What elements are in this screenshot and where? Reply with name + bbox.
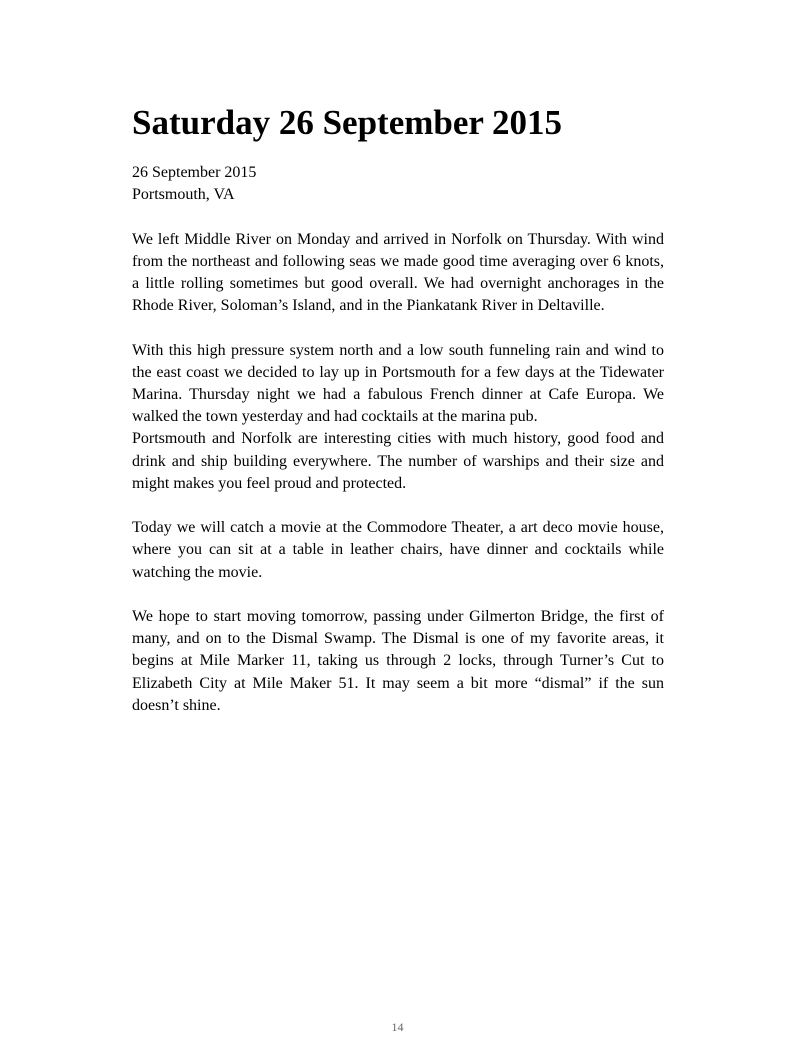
entry-date: 26 September 2015	[132, 164, 257, 181]
entry-meta	[132, 162, 664, 206]
paragraph-4: Today we will catch a movie at the Commodore Theater, a art deco movie house, where you can sit at a table in leather chairs, have dinner and cocktails while watching the movie.	[132, 519, 664, 581]
document-page	[132, 100, 664, 717]
paragraph-1: We left Middle River on Monday and arrived in Norfolk on Thursday. With wind from the northeast and following seas we made good time averaging over 6 knots, a little rolling sometimes but good overall. We had overnight anchorages in the Rhode River, Soloman’s Island, and in the Piankatank River in Deltaville.	[132, 230, 664, 315]
page-title: Saturday 26 September 2015	[132, 103, 563, 142]
paragraph-2: With this high pressure system north and a low south funneling rain and wind to the east coast we decided to lay up in Portsmouth for a few days at the Tidewater Marina. Thursday night we had a fabulous French dinner at Cafe Europa. We walked the town yesterday and had cocktails at the marina pub.	[132, 341, 664, 426]
paragraph-5: We hope to start moving tomorrow, passing under Gilmerton Bridge, the first of many, and on to the Dismal Swamp. The Dismal is one of my favorite areas, it begins at Mile Marker 11, taking us through 2 locks, through Turner’s Cut to Elizabeth City at Mile Maker 51. It may seem a bit more “dismal” if the sun doesn’t shine.	[132, 608, 664, 714]
entry-location: Portsmouth, VA	[132, 186, 235, 204]
paragraph-3: Portsmouth and Norfolk are interesting cities with much history, good food and drink and ship building everywhere. The number of warships and their size and might makes you feel proud and protected.	[132, 430, 664, 492]
page-number: 14	[391, 1020, 404, 1034]
